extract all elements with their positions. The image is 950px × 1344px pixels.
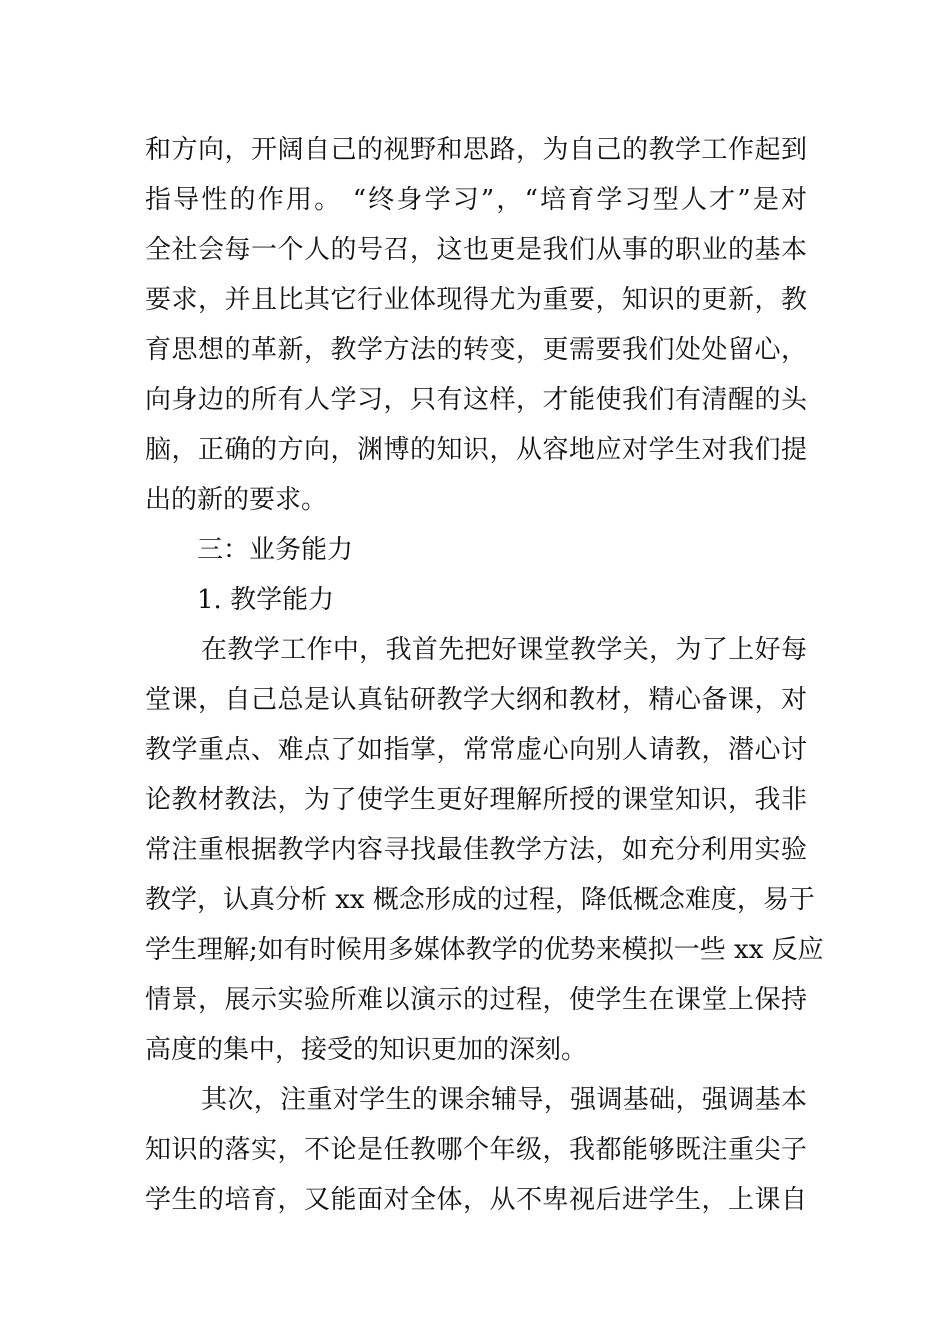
text-line: 堂课，自己总是认真钻研教学大纲和教材，精心备课，对 [145,685,807,715]
text-line: 知识的落实，不论是任教哪个年级，我都能够既注重尖子 [145,1135,807,1165]
text-line: 和方向，开阔自己的视野和思路，为自己的教学工作起到 [145,135,807,165]
section-heading: 三：业务能力 [197,535,354,565]
text-line: 学生理解;如有时候用多媒体教学的优势来模拟一些 xx 反应 [145,935,824,965]
text-line: 要求，并且比其它行业体现得尤为重要，知识的更新，教 [145,285,807,315]
subsection-heading: 1. 教学能力 [197,585,335,615]
text-line: 全社会每一个人的号召，这也更是我们从事的职业的基本 [145,235,807,265]
text-line: 指导性的作用。 “终身学习”，“培育学习型人才”是对 [145,185,807,215]
text-line: 向身边的所有人学习，只有这样，才能使我们有清醒的头 [145,385,807,415]
text-line: 在教学工作中，我首先把好课堂教学关，为了上好每 [201,635,807,665]
text-line: 高度的集中，接受的知识更加的深刻。 [145,1035,588,1065]
text-line: 出的新的要求。 [145,485,328,515]
text-line: 常注重根据教学内容寻找最佳教学方法，如充分利用实验 [145,835,807,865]
text-line: 脑，正确的方向，渊博的知识，从容地应对学生对我们提 [145,435,807,465]
text-line: 教学重点、难点了如指掌，常常虚心向别人请教，潜心讨 [145,735,807,765]
text-line: 论教材教法，为了使学生更好理解所授的课堂知识，我非 [145,785,807,815]
text-line: 育思想的革新，教学方法的转变，更需要我们处处留心， [145,335,807,365]
text-line: 学生的培育，又能面对全体，从不卑视后进学生，上课自 [145,1185,807,1215]
text-line: 情景，展示实验所难以演示的过程，使学生在课堂上保持 [145,985,807,1015]
text-line: 其次，注重对学生的课余辅导，强调基础，强调基本 [201,1085,807,1115]
text-line: 教学，认真分析 xx 概念形成的过程，降低概念难度，易于 [145,885,815,915]
